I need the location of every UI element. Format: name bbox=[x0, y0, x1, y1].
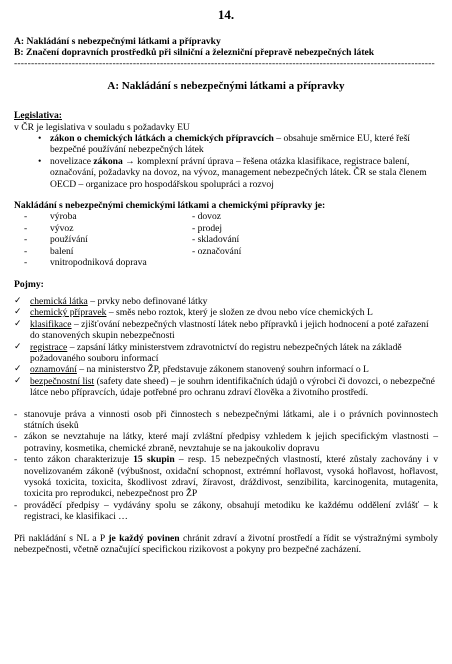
term-item bbox=[14, 342, 438, 365]
term-definition: – zjišťování nebezpečných vlastností látek nebo přípravků i jejich hodnocení a poté zařazení do stanovených skupin nebezpečnosti bbox=[30, 318, 429, 342]
term-definition: – zapsání látky ministerstvem zdravotnictví do registru nebezpečných látek na základě požadovaného souboru informací bbox=[30, 341, 402, 364]
activity-row: - vnitropodniková doprava bbox=[24, 257, 147, 269]
checkmark-icon: ✓ bbox=[14, 295, 22, 306]
checkmark-icon: ✓ bbox=[14, 307, 22, 318]
term-definition: – prvky nebo definované látky bbox=[87, 295, 208, 307]
law-name: zákon o chemických látkách a chemických přípravcích bbox=[50, 133, 274, 145]
legislation-label: Legislativa: bbox=[14, 110, 62, 122]
activity-row: - vývoz - prodej bbox=[24, 222, 223, 234]
term-item bbox=[14, 296, 438, 307]
note-item: - stanovuje práva a vinnosti osob při činnostech s nebezpečnými látkami, ale i o právních povinnostech státních úseků bbox=[14, 408, 438, 431]
checkmark-icon: ✓ bbox=[14, 375, 22, 386]
term-item bbox=[14, 319, 438, 342]
heading-b: B: Značení dopravních prostředků při silniční a železniční přepravě nebezpečných látek bbox=[14, 47, 375, 59]
chapter-headings bbox=[14, 36, 438, 59]
term-name: chemická látka bbox=[30, 295, 88, 307]
term-definition: – směs nebo roztok, který je složen ze dvou nebo více chemických L bbox=[106, 307, 373, 319]
heading-a: A: Nakládání s nebezpečnými látkami a přípravky bbox=[14, 36, 221, 47]
note-item: - prováděcí předpisy – vydávány spolu se zákony, obsahují metodiku ke každému oddělení zvlášť – k registraci, ke klasifikaci … bbox=[14, 499, 438, 523]
amendment-description: → komplexní právní úprava – řešena otázka klasifikace, registrace balení, označování, požadavky na dovoz, na vývoz, management nebezpečných látek. ČR se stala členem OECD – organizace pro hospodářskou spolupráci a rozvoj bbox=[50, 155, 427, 190]
term-name: chemický přípravek bbox=[30, 307, 107, 319]
page-number: 14. bbox=[217, 7, 235, 22]
term-name: bezpečnostní list bbox=[30, 375, 95, 387]
checkmark-icon: ✓ bbox=[14, 364, 22, 375]
note-item: - zákon se nevztahuje na látky, které mají zvláštní předpisy vzhledem k jejich specifickým vlastnosti – potraviny, kosmetika, chemické zbraně, nevztahuje se na jakoukoliv dopravu bbox=[14, 431, 438, 454]
amendment-prefix: novelizace bbox=[50, 155, 94, 167]
legislation-list bbox=[14, 133, 438, 190]
bullet-icon: • bbox=[38, 133, 42, 145]
checkmark-icon: ✓ bbox=[14, 318, 22, 329]
amendment-bold: zákona bbox=[93, 155, 123, 167]
notes-list bbox=[14, 409, 438, 523]
legislation-item bbox=[16, 156, 438, 190]
activity-row: - balení - označování bbox=[24, 245, 242, 257]
term-item bbox=[14, 376, 438, 399]
terms-label: Pojmy: bbox=[14, 278, 44, 290]
checkmark-icon: ✓ bbox=[14, 341, 22, 352]
activity-row: - výroba - dovoz bbox=[24, 211, 222, 223]
term-definition: (safety date sheed) – je souhrn identifikačních údajů o výrobci či dovozci, o nebezpečné látce nebo přípravcích, údaje potřebné pro ochranu zdraví člověka a životního prostředí. bbox=[30, 375, 435, 399]
bullet-icon: • bbox=[38, 155, 42, 167]
term-item bbox=[14, 364, 438, 375]
term-name: registrace bbox=[30, 341, 68, 353]
term-definition: – na ministerstvo ŽP, představuje zákonem stanovený souhrn informací o L bbox=[76, 364, 369, 376]
note-item: - tento zákon charakterizuje 15 skupin – resp. 15 nebezpečných vlastností, které zůstaly zachovány i v novelizovaném zákoně (výbušnost, oxidační schopnost, extrémní hořlavost, vysoká hořlavost, hořlavost, vysoká toxicita, toxicita, škodlivost zdraví, žíravost, dráždivost, senzibilita, karcinogenita, mutagenita, toxicita pro reprodukci, nebezpečnost pro ŽP bbox=[14, 454, 438, 500]
term-name: klasifikace bbox=[30, 318, 72, 330]
terms-list bbox=[14, 296, 438, 399]
terms-block bbox=[14, 279, 438, 399]
legislation-intro: v ČR je legislativa v souladu s požadavky EU bbox=[14, 121, 190, 133]
closing-paragraph: Při nakládání s NL a P je každý povinen chránit zdraví a životní prostředí a řídit se výstražnými symboly nebezpečnosti, včetně označující specifickou rizikovost a pokyny pro bezpečné zacházení. bbox=[14, 532, 438, 556]
activities-title: Nakládání s nebezpečnými chemickými látkami a chemickými přípravky je: bbox=[14, 200, 326, 212]
term-name: oznamování bbox=[30, 364, 77, 376]
activities-list bbox=[14, 211, 438, 268]
term-item bbox=[14, 307, 438, 318]
law-description: – obsahuje směrnice EU, které řeší bezpečné používání nebezpečných látek bbox=[50, 133, 410, 156]
document-page bbox=[14, 8, 438, 555]
section-title: A: Nakládání s nebezpečnými látkami a přípravky bbox=[107, 79, 345, 92]
activities-block bbox=[14, 200, 438, 268]
dashed-divider: ---------------------------------------------------------------------------------------------------------------------------- bbox=[14, 58, 435, 69]
legislation-block bbox=[14, 110, 438, 190]
legislation-item bbox=[16, 133, 438, 156]
activity-row: - používání - skladování bbox=[24, 234, 240, 246]
